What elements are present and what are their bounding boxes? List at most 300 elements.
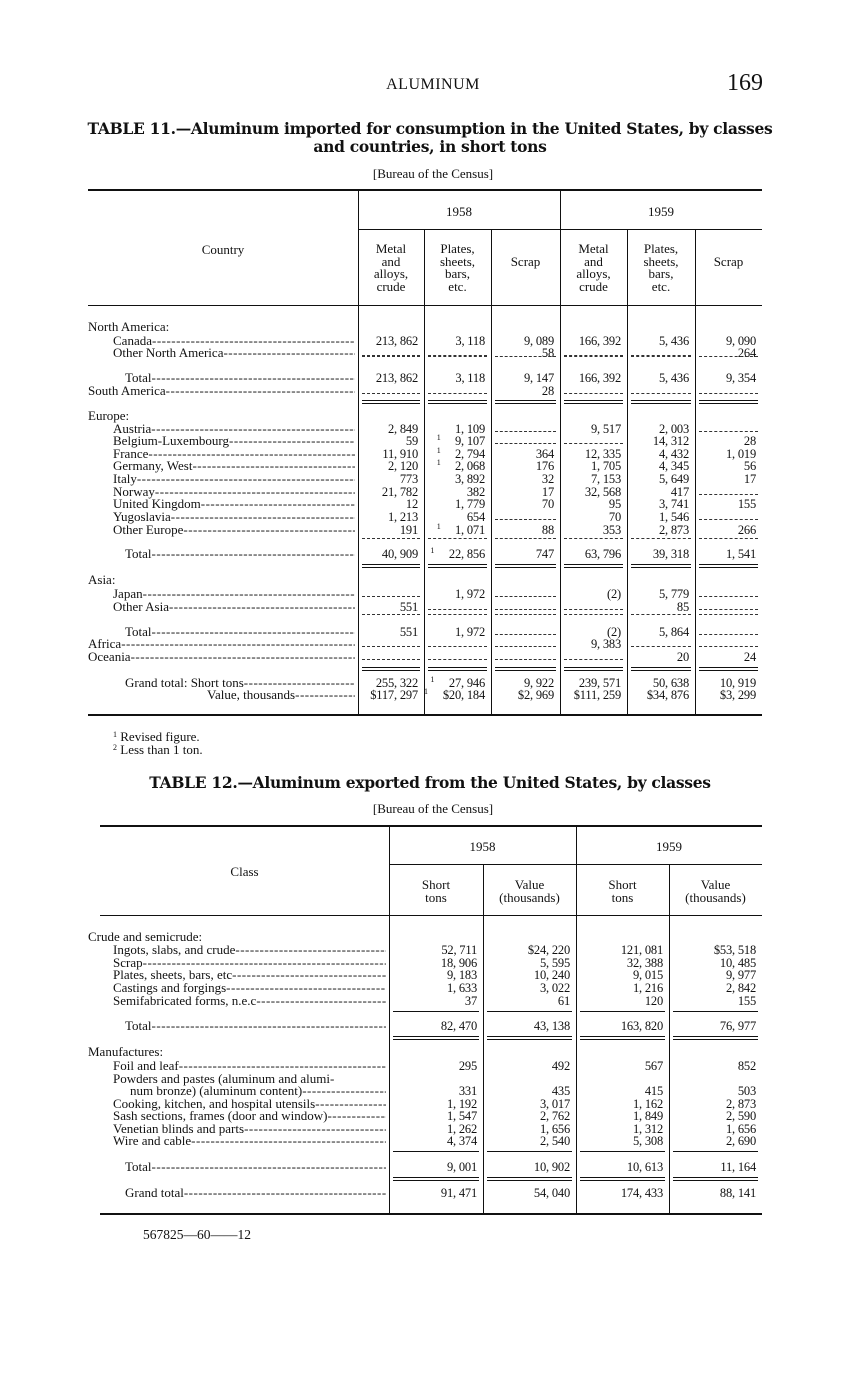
table11-cell: 654: [466, 510, 485, 524]
table12-sum-rule: [580, 1011, 665, 1012]
table12-sum-rule: [673, 1177, 758, 1181]
table11-cell: 166, 392: [578, 334, 621, 348]
table12-cell: 174, 433: [620, 1186, 663, 1200]
table11-cell: 58: [541, 346, 554, 360]
table11-empty-cell: [631, 355, 691, 356]
table11-row-label: Other Asia -----: [113, 601, 355, 614]
table11-sum-rule: [495, 614, 556, 615]
table11-cell: 1, 071: [454, 523, 485, 537]
table12-cell: 10, 485: [719, 956, 756, 970]
table11-cell: 2, 849: [387, 422, 418, 436]
table11-cell: 155: [737, 497, 756, 511]
running-title: ALUMINUM: [386, 76, 480, 93]
table12-sum-rule: [580, 1177, 665, 1181]
table11-cell: 1, 546: [658, 510, 689, 524]
table11-cell: 364: [535, 447, 554, 461]
table12-sum-rule: [393, 1151, 479, 1152]
table11-revised-mark: 1: [436, 433, 441, 442]
table12-cell: 2, 762: [539, 1109, 570, 1123]
table11-cell: 85: [676, 600, 689, 614]
table11-double-rule: [699, 667, 758, 671]
table11-cell: 3, 892: [454, 472, 485, 486]
table11-empty-cell: [631, 393, 691, 394]
table12-cell: 435: [551, 1084, 570, 1098]
table12-cell: 9, 015: [632, 968, 663, 982]
table12-sum-rule: [487, 1036, 572, 1040]
table11-empty-cell: [495, 646, 556, 647]
table11-cell: 2, 068: [454, 459, 485, 473]
table12-sum-rule: [393, 1036, 479, 1040]
table11-double-rule: [564, 667, 623, 671]
table11-row-label: Value, thousands -----: [207, 689, 355, 702]
table12-cell: 295: [458, 1059, 477, 1073]
table11-empty-cell: [428, 659, 487, 660]
table12-cell: 567: [644, 1059, 663, 1073]
table12-cell: 9, 001: [446, 1160, 477, 1174]
table12-row-label: Scrap -----: [113, 957, 386, 970]
table11-cell: 2, 873: [658, 523, 689, 537]
table12-cell: 37: [464, 994, 477, 1008]
table11-cell: 264: [737, 346, 756, 360]
table11-cell: 14, 312: [652, 434, 689, 448]
table11-col-header: Plates, sheets, bars, etc.: [643, 241, 679, 294]
table11-double-rule: [564, 400, 623, 404]
table12-row-label: Grand total -----: [125, 1187, 386, 1200]
table11-cell: 4, 345: [658, 459, 689, 473]
table11-cell: 10, 919: [719, 676, 756, 690]
table11-empty-cell: [428, 355, 487, 356]
table11-cell: 1, 779: [454, 497, 485, 511]
table12-cell: 11, 164: [720, 1160, 756, 1174]
table12-cell: 4, 374: [446, 1134, 477, 1148]
table11-empty-cell: [699, 609, 758, 610]
table12-cell: $24, 220: [527, 943, 570, 957]
table11-cell: 1, 109: [454, 422, 485, 436]
page-number: 169: [727, 70, 763, 96]
table11-cell: 40, 909: [381, 547, 418, 561]
table11-cell: 63, 796: [584, 547, 621, 561]
table12-sum-rule: [393, 1177, 479, 1181]
table11-row-label: Belgium-Luxembourg -----: [113, 435, 355, 448]
table11-empty-cell: [564, 443, 623, 444]
table12-cell: 121, 081: [620, 943, 663, 957]
table11-cell: 17: [541, 485, 554, 499]
table12-row-label: Semifabricated forms, n.e.c -----: [113, 995, 386, 1008]
table12-sum-rule: [487, 1011, 572, 1012]
table11-sum-rule: [699, 356, 758, 357]
table11-row-label: Austria -----: [113, 423, 355, 436]
table11-row-label: Yugoslavia -----: [113, 511, 355, 524]
table11-cell: 12: [405, 497, 418, 511]
table12-col-header: Short tons: [608, 877, 637, 905]
table12-cell: 163, 820: [620, 1019, 663, 1033]
table11-cell: 551: [399, 625, 418, 639]
table11-empty-cell: [495, 443, 556, 444]
table11-col-header: Metal and alloys, crude: [373, 241, 409, 294]
table12-cell: 492: [551, 1059, 570, 1073]
table12-cell: 120: [644, 994, 663, 1008]
table11-year-1959: 1959: [648, 204, 674, 219]
table11-cell: 70: [541, 497, 554, 511]
table11-title-line2: and countries, in short tons: [313, 137, 547, 156]
table12-cell: 5, 308: [632, 1134, 663, 1148]
table11-cell: 28: [541, 384, 554, 398]
table11-double-rule: [699, 400, 758, 404]
table12-row-label-cont: num bronze) (aluminum content) -----: [130, 1085, 386, 1098]
table11-empty-cell: [495, 659, 556, 660]
table11-double-rule: [362, 400, 420, 404]
table11-group-asia: Asia:: [88, 572, 116, 587]
table11-empty-cell: [428, 646, 487, 647]
table11-row-label: Other Europe -----: [113, 524, 355, 537]
table12-cell: 88, 141: [719, 1186, 756, 1200]
table12-cell: 1, 216: [632, 981, 663, 995]
table11-cell: $20, 184: [442, 688, 485, 702]
table11-empty-cell: [495, 519, 556, 520]
table11-double-rule: [631, 667, 691, 671]
table11-double-rule: [428, 400, 487, 404]
table11-cell: 9, 089: [523, 334, 554, 348]
table11-cell: 3, 118: [455, 334, 485, 348]
table11-empty-cell: [495, 431, 556, 432]
table11-cell: 17: [743, 472, 756, 486]
table11-cell: (2): [607, 625, 621, 639]
table11-cell: 166, 392: [578, 371, 621, 385]
table12-cell: 18, 906: [440, 956, 477, 970]
table11-cell: 4, 432: [658, 447, 689, 461]
table11-cell: 176: [535, 459, 554, 473]
table12-cell: 1, 656: [725, 1122, 756, 1136]
table11-row-label: Africa -----: [88, 638, 355, 651]
table11-row-label: Japan -----: [113, 588, 355, 601]
table12-row-label: Castings and forgings -----: [113, 982, 386, 995]
table11-col-header: Plates, sheets, bars, etc.: [439, 241, 476, 294]
table11-col-header: Scrap: [713, 254, 744, 269]
table12-col-header: Short tons: [421, 877, 451, 905]
table11-row-label: Grand total: Short tons -----: [125, 677, 355, 690]
table11-cell: 95: [608, 497, 621, 511]
table11-row-label: South America -----: [88, 385, 355, 398]
table11-cell: 1, 541: [725, 547, 756, 561]
table12-cell: 10, 613: [626, 1160, 663, 1174]
table11-cell: 1, 019: [725, 447, 756, 461]
table12-bottom-rule: [100, 1213, 762, 1215]
table11-revised-mark: 1: [423, 687, 428, 696]
table12-cell: 10, 902: [533, 1160, 570, 1174]
table11-double-rule: [631, 400, 691, 404]
table11-empty-cell: [428, 609, 487, 610]
table12-cell: 2, 540: [539, 1134, 570, 1148]
table12-cell: 82, 470: [440, 1019, 477, 1033]
table11-double-rule: [699, 564, 758, 568]
table11-cell: 9, 383: [590, 637, 621, 651]
table11-empty-cell: [699, 494, 758, 495]
table11-cell: 255, 322: [375, 676, 418, 690]
table11-revised-mark: 1: [430, 675, 435, 684]
table11-cell: 417: [670, 485, 689, 499]
table11-row-label: France -----: [113, 448, 355, 461]
table12-cell: 2, 842: [725, 981, 756, 995]
table11-revised-mark: 1: [436, 446, 441, 455]
table12-cell: 1, 547: [446, 1109, 477, 1123]
table11-empty-cell: [564, 355, 623, 356]
table11-empty-cell: [699, 431, 758, 432]
table11-cell: 551: [399, 600, 418, 614]
table11-sum-rule: [362, 614, 420, 615]
table12-cell: 54, 040: [533, 1186, 570, 1200]
table11-cell: 1, 972: [454, 587, 485, 601]
table11-cell: $117, 297: [370, 688, 418, 702]
table11-sum-rule: [564, 356, 623, 357]
table11-cell: 12, 335: [584, 447, 621, 461]
table11-group-north-america: North America:: [88, 319, 170, 334]
table11-row-label: Oceania -----: [88, 651, 355, 664]
table12-cell: 76, 977: [719, 1019, 756, 1033]
table12-col-header: Value (thousands): [685, 877, 746, 905]
table12-group-manufactures: Manufactures:: [88, 1044, 164, 1059]
table12-row-label: Venetian blinds and parts -----: [113, 1123, 386, 1136]
table11-empty-cell: [564, 393, 623, 394]
table11-top-rule: [88, 189, 762, 191]
table11-empty-cell: [699, 393, 758, 394]
table12-row-label: Sash sections, frames (door and window) -----: [113, 1110, 386, 1123]
table11-cell: 2, 794: [454, 447, 485, 461]
table12-cell: 155: [737, 994, 756, 1008]
table11-cell: $34, 876: [646, 688, 689, 702]
table11-cell: 5, 436: [658, 371, 689, 385]
table11-cell: 70: [608, 510, 621, 524]
table11-cell: 191: [399, 523, 418, 537]
table11-cell: 50, 638: [652, 676, 689, 690]
table11-row-label: Total -----: [125, 372, 355, 385]
table11-cell: 22, 856: [448, 547, 485, 561]
table12-cell: $53, 518: [713, 943, 756, 957]
table12-group-crude: Crude and semicrude:: [88, 929, 203, 944]
table12-cell: 91, 471: [440, 1186, 477, 1200]
table11-cell: 9, 354: [725, 371, 756, 385]
table12-cell: 9, 183: [446, 968, 477, 982]
table11-cell: (2): [607, 587, 621, 601]
table11-revised-mark: 1: [430, 546, 435, 555]
table11-cell: 1, 213: [387, 510, 418, 524]
table11-row-label: United Kingdom -----: [113, 498, 355, 511]
table12-cell: 3, 022: [539, 981, 570, 995]
table12-cell: 2, 873: [725, 1097, 756, 1111]
table12-cell: 1, 633: [446, 981, 477, 995]
table11-double-rule: [564, 564, 623, 568]
table11-sum-rule: [631, 356, 691, 357]
table11-title-line1: TABLE 11.—Aluminum imported for consumption in the United States, by classes: [87, 119, 773, 138]
table11-empty-cell: [362, 596, 420, 597]
table11-country-header: Country: [201, 242, 245, 257]
table11-sum-rule: [362, 356, 420, 357]
table11-row-label: Other North America -----: [113, 347, 355, 360]
table11-empty-cell: [428, 393, 487, 394]
table11-sum-rule: [428, 356, 487, 357]
table11-empty-cell: [495, 634, 556, 635]
table11-cell: 213, 862: [375, 334, 418, 348]
table12-row-label: Total -----: [125, 1161, 386, 1174]
table12-year-1959: 1959: [656, 839, 682, 854]
table11-row-label: Total -----: [125, 548, 355, 561]
table11-cell: 5, 779: [658, 587, 689, 601]
table11-cell: 5, 649: [658, 472, 689, 486]
table11-revised-mark: 1: [436, 458, 441, 467]
table12-source: [Bureau of the Census]: [372, 801, 494, 816]
table12-cell: 1, 849: [632, 1109, 663, 1123]
table12-cell: 52, 711: [441, 943, 477, 957]
table12-cell: 331: [458, 1084, 477, 1098]
table12-sum-rule: [487, 1177, 572, 1181]
table11-cell: 59: [405, 434, 418, 448]
table11-empty-cell: [699, 596, 758, 597]
table11-row-label: Germany, West -----: [113, 460, 355, 473]
table11-cell: 2, 003: [658, 422, 689, 436]
table11-sum-rule: [428, 614, 487, 615]
table11-cell: 20: [676, 650, 689, 664]
table12-class-header: Class: [230, 864, 259, 879]
table12-row-label: Powders and pastes (aluminum and alumi-: [113, 1071, 335, 1086]
table11-row-label: Canada -----: [113, 335, 355, 348]
table11-cell: 747: [535, 547, 554, 561]
table11-double-rule: [631, 564, 691, 568]
table12-cell: 61: [557, 994, 570, 1008]
table12-cell: 1, 262: [446, 1122, 477, 1136]
table11-cell: 56: [743, 459, 756, 473]
table12-cell: 43, 138: [533, 1019, 570, 1033]
table11-empty-cell: [362, 646, 420, 647]
table11-row-label: Norway -----: [113, 486, 355, 499]
table11-cell: 27, 946: [448, 676, 485, 690]
table12-cell: 1, 312: [632, 1122, 663, 1136]
table11-source: [Bureau of the Census]: [372, 166, 494, 181]
table11-sum-rule: [564, 614, 623, 615]
table12-cell: 10, 240: [533, 968, 570, 982]
table11-sum-rule: [495, 356, 556, 357]
table11-empty-cell: [699, 519, 758, 520]
table11-empty-cell: [631, 646, 691, 647]
table12-row-label: Ingots, slabs, and crude -----: [113, 944, 386, 957]
table12-header-rule: [100, 915, 762, 916]
table11-cell: 382: [466, 485, 485, 499]
table11-sum-rule: [699, 538, 758, 539]
table12-sum-rule: [673, 1151, 758, 1152]
table11-cell: 239, 571: [578, 676, 621, 690]
table12-sum-rule: [673, 1036, 758, 1040]
table11-cell: 21, 782: [381, 485, 418, 499]
table11-bottom-rule: [88, 714, 762, 716]
table12-cell: 9, 977: [725, 968, 756, 982]
table11-cell: $111, 259: [573, 688, 621, 702]
table11-empty-cell: [495, 596, 556, 597]
table11-sum-rule: [362, 538, 420, 539]
table11-cell: 5, 436: [658, 334, 689, 348]
table11-footnote-1: $^1$ Revised figure.: [113, 729, 200, 744]
table11-double-rule: [495, 564, 556, 568]
print-code: 567825—60——12: [143, 1227, 251, 1242]
table11-footnote-2: $^2$ Less than 1 ton.: [113, 742, 203, 757]
table11-cell: 773: [399, 472, 418, 486]
table12-cell: 2, 590: [725, 1109, 756, 1123]
table11-col-header: Scrap: [510, 254, 541, 269]
table11-cell: 88: [541, 523, 554, 537]
table11-cell: $2, 969: [517, 688, 554, 702]
table11-group-europe: Europe:: [88, 408, 130, 423]
table12-cell: 1, 192: [446, 1097, 477, 1111]
table12-cell: 2, 690: [725, 1134, 756, 1148]
table12-sum-rule: [673, 1011, 758, 1012]
table11-cell: 1, 972: [454, 625, 485, 639]
table11-row-label: Total -----: [125, 626, 355, 639]
table11-cell: 1, 705: [590, 459, 621, 473]
table11-sum-rule: [564, 538, 623, 539]
table11-cell: 3, 118: [455, 371, 485, 385]
table11-double-rule: [428, 564, 487, 568]
table11-revised-mark: 1: [436, 522, 441, 531]
table11-col-header: Metal and alloys, crude: [576, 241, 611, 294]
table11-cell: 11, 910: [382, 447, 418, 461]
table12-sum-rule: [580, 1151, 665, 1152]
table11-double-rule: [495, 400, 556, 404]
table12-col-header: Value (thousands): [499, 877, 560, 905]
table11-cell: 3, 741: [658, 497, 689, 511]
table11-empty-cell: [564, 659, 623, 660]
table11-header-rule: [88, 305, 762, 306]
table12-cell: 1, 162: [632, 1097, 663, 1111]
table11-cell: 9, 107: [454, 434, 485, 448]
table12-year-1958: 1958: [469, 839, 496, 854]
table11-sum-rule: [631, 614, 691, 615]
table11-cell: 5, 864: [658, 625, 689, 639]
table11-cell: 213, 862: [375, 371, 418, 385]
table12-row-label: Total -----: [125, 1020, 386, 1033]
table11-double-rule: [495, 667, 556, 671]
table11-sum-rule: [699, 614, 758, 615]
table12-cell: 852: [737, 1059, 756, 1073]
table12-row-label: Foil and leaf -----: [113, 1060, 386, 1073]
table11-cell: 24: [743, 650, 756, 664]
table11-empty-cell: [362, 355, 420, 356]
table11-double-rule: [428, 667, 487, 671]
table11-sum-rule: [495, 538, 556, 539]
table11-cell: 7, 153: [590, 472, 621, 486]
table11-year-1958: 1958: [446, 204, 472, 219]
table11-cell: 2, 120: [387, 459, 418, 473]
table11-sum-rule: [631, 538, 691, 539]
table12-sum-rule: [393, 1011, 479, 1012]
table11-cell: 39, 318: [652, 547, 689, 561]
table11-cell: 9, 922: [523, 676, 554, 690]
table11-cell: 32, 568: [584, 485, 621, 499]
table12-sum-rule: [580, 1036, 665, 1040]
table12-cell: 503: [737, 1084, 756, 1098]
table11-empty-cell: [564, 609, 623, 610]
table11-double-rule: [362, 564, 420, 568]
table11-sum-rule: [428, 538, 487, 539]
table12-row-label: Plates, sheets, bars, etc -----: [113, 969, 386, 982]
table12-cell: 415: [644, 1084, 663, 1098]
table11-cell: 266: [737, 523, 756, 537]
table12-row-label: Cooking, kitchen, and hospital utensils -----: [113, 1098, 386, 1111]
table11-empty-cell: [362, 393, 420, 394]
table11-cell: 9, 147: [523, 371, 554, 385]
table11-double-rule: [362, 667, 420, 671]
table11-cell: $3, 299: [719, 688, 756, 702]
table11-empty-cell: [699, 646, 758, 647]
table12-cell: 3, 017: [539, 1097, 570, 1111]
table11-cell: 9, 090: [725, 334, 756, 348]
table12-cell: 32, 388: [626, 956, 663, 970]
